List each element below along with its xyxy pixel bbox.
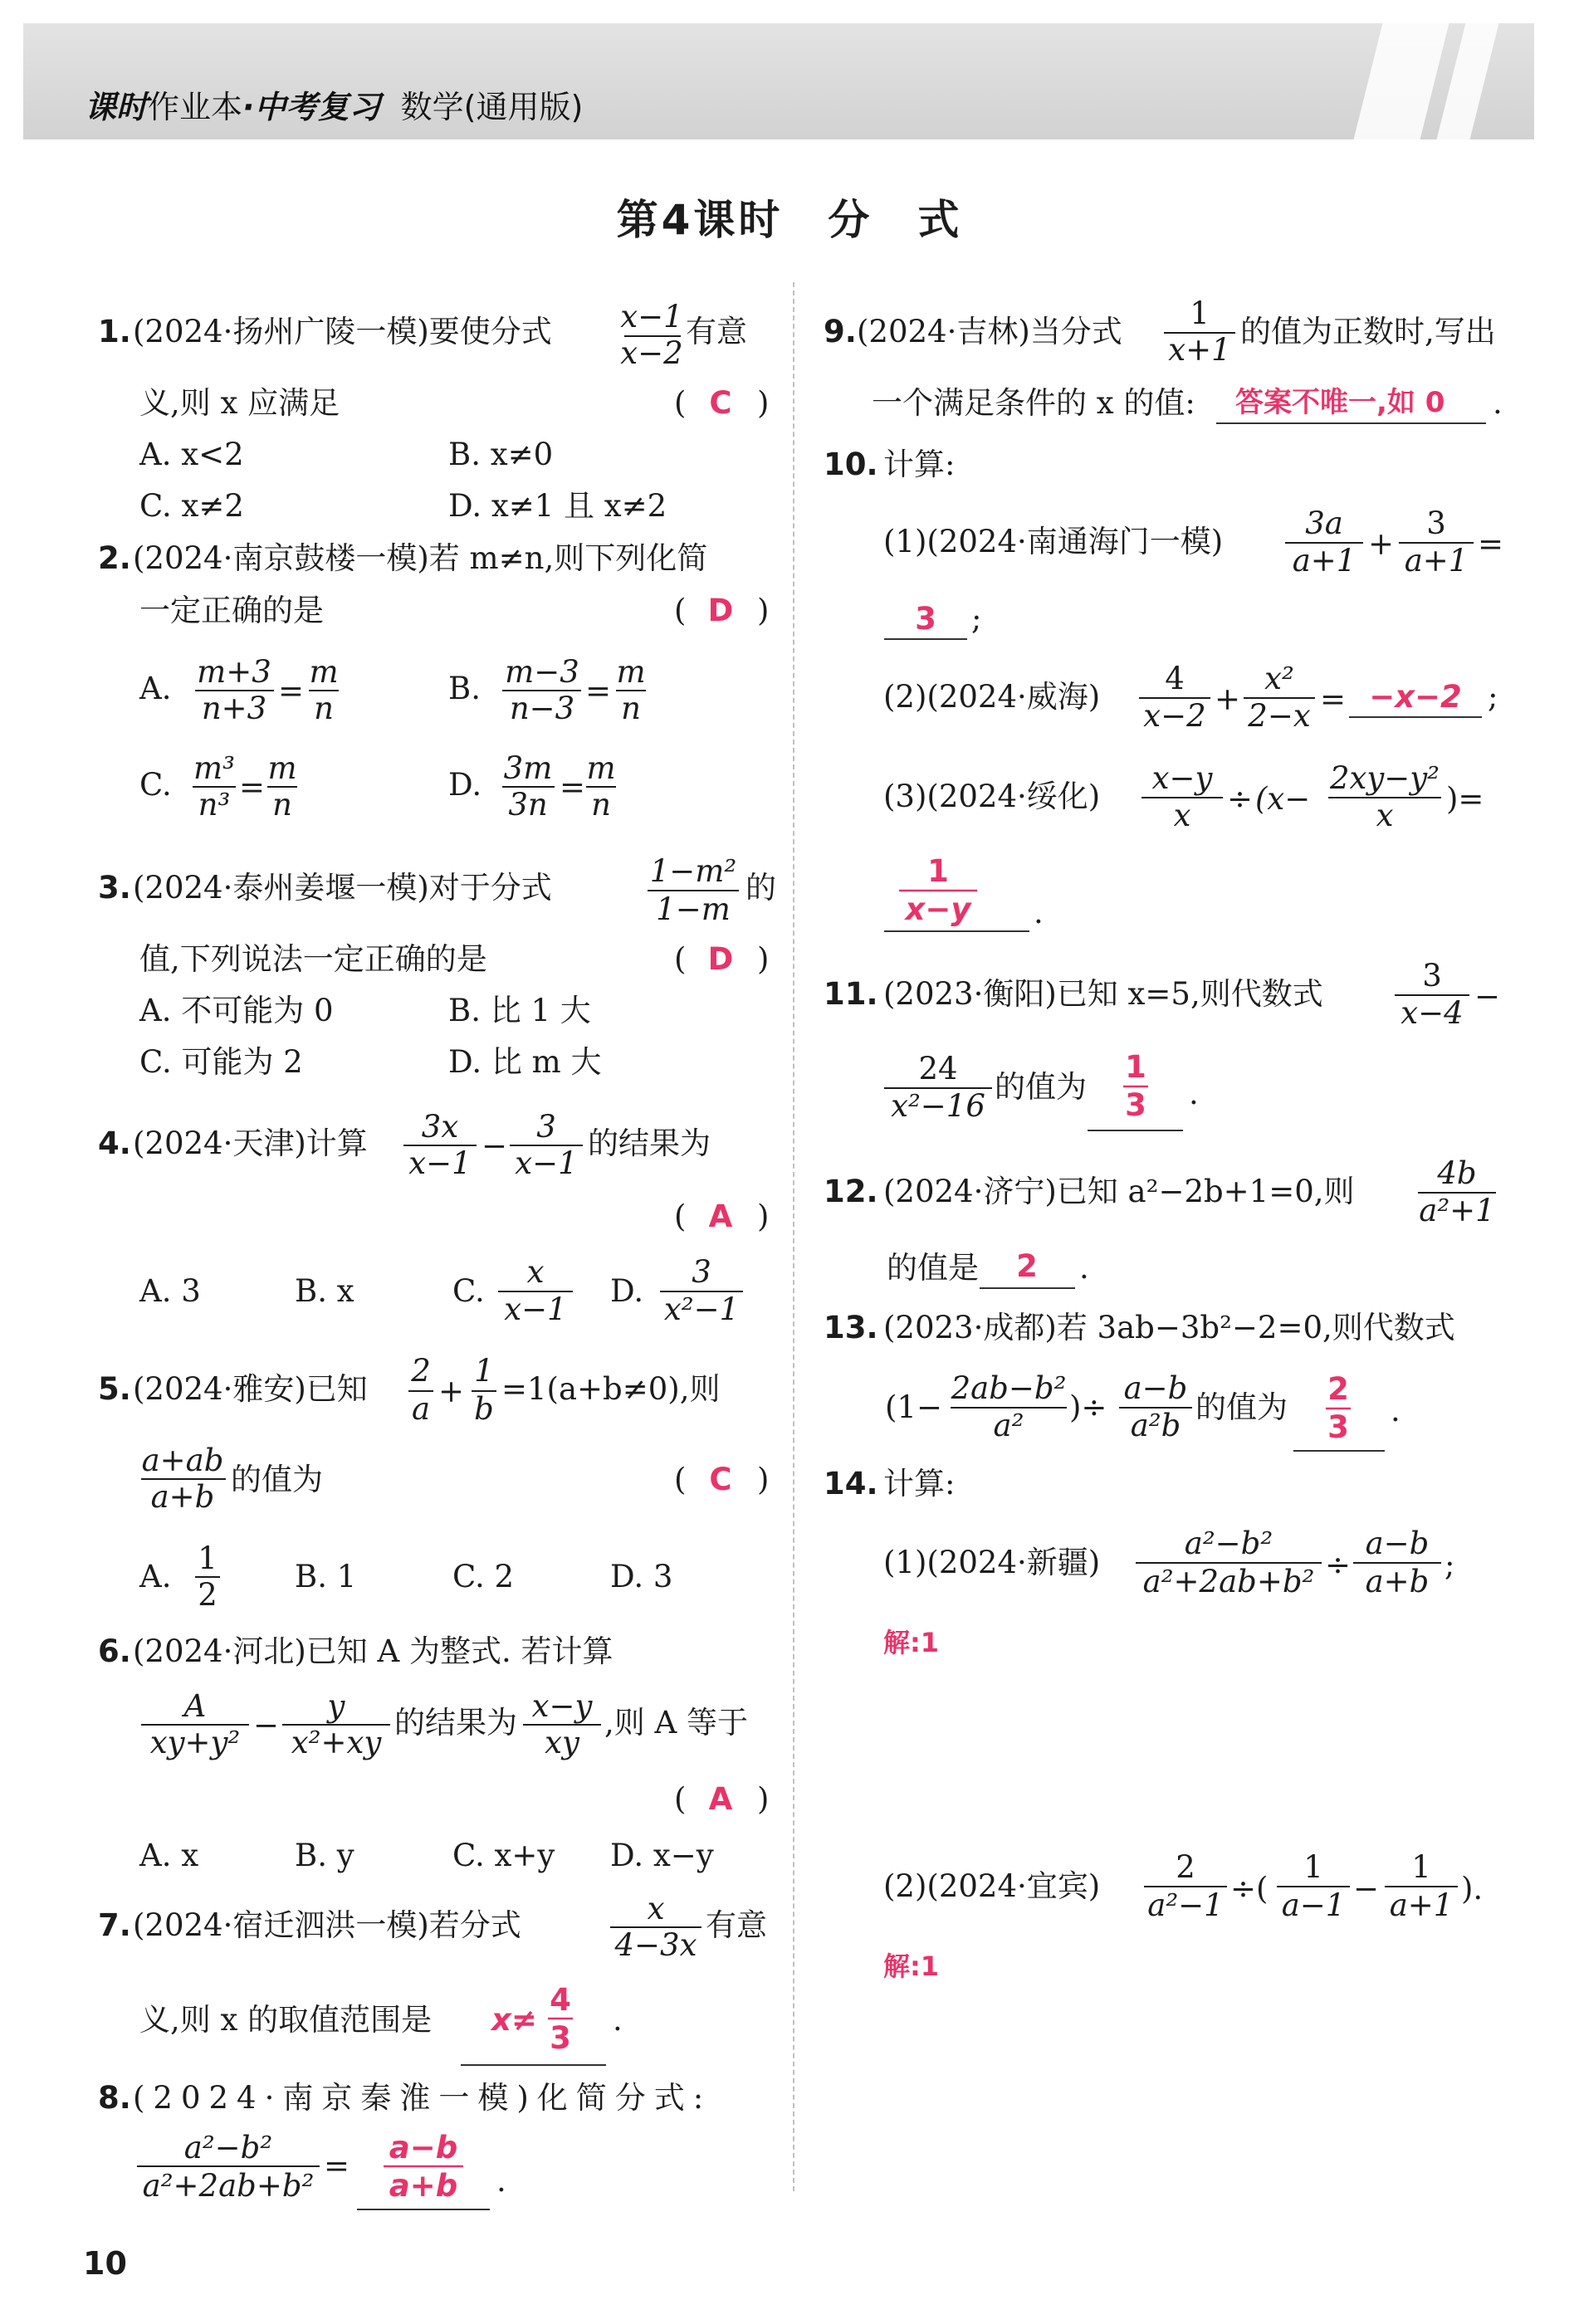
q4-optB: B. x [295,1273,354,1309]
frac-num: 1−m² [649,853,737,889]
q14-text: 计算: [883,1466,956,1501]
q1-optA: A. x<2 [139,437,244,472]
q7-text2: 义,则 x 的取值范围是 [139,2002,433,2038]
q11-number: 11. [824,976,878,1012]
q3-text2: 值,下列说法一定正确的是 [139,941,487,977]
frac-den: x [1376,798,1394,833]
paren-close: ) [757,385,770,421]
equals: = [1320,681,1347,717]
answer-den: a+b [389,2168,458,2204]
period: . [1034,895,1044,930]
frac-num: 3 [692,1254,711,1290]
q9-text: (2024·吉林)当分式 [857,314,1122,349]
q12-text: (2024·济宁)已知 a²−2b+1=0,则 [883,1174,1355,1209]
frac-num: 2 [411,1353,431,1389]
answer-den: 3 [1125,1087,1146,1123]
q4-optA: A. 3 [139,1273,201,1309]
paren-close: ) [757,941,770,977]
q5-answer: C [709,1462,732,1497]
q6-text-end: ,则 A 等于 [604,1705,749,1741]
q5-optA: A. [139,1559,172,1594]
divide-sign: ÷ [1227,781,1254,817]
q5-text2: 的值为 [231,1462,323,1497]
q1-text: (2024·扬州广陵一模)要使分式 [133,314,552,349]
q1-frac-num: x−1 [620,299,683,334]
q8-text: (2024·南京秦淮一模)化简分式: [133,2080,712,2116]
frac-den: n+3 [201,691,267,726]
frac-den: xy [545,1725,579,1760]
paren-close: )÷ [1069,1389,1107,1425]
frac-den: 2−x [1248,698,1311,734]
period: . [1391,1393,1401,1428]
frac-den: a+b [1365,1564,1430,1599]
equals: = [585,673,612,709]
q7-number: 7. [98,1907,131,1943]
frac-den: n [314,691,334,726]
semicolon: ; [1488,679,1498,715]
frac-num: m [309,654,339,690]
answer-num: 2 [1327,1371,1349,1407]
q13-text: (2023·成都)若 3ab−3b²−2=0,则代数式 [883,1310,1455,1345]
frac-den: 1−m [656,891,731,927]
equals: = [278,673,305,709]
paren-open: ( [674,941,687,977]
equals: = [324,2148,350,2184]
q3-answer: D [707,941,734,977]
q3-optA: A. 不可能为 0 [139,993,334,1028]
frac-den: a²b [1130,1408,1181,1443]
frac-den: xy+y² [149,1725,241,1760]
q5-optC: C. 2 [452,1559,515,1594]
answer-num: a−b [389,2130,458,2165]
q10-p1-label: (1)(2024·南通海门一模) [883,524,1224,559]
q12-number: 12. [824,1174,878,1209]
answer-num: 1 [927,853,949,889]
frac-den: a+1 [1404,543,1469,579]
frac-den: a²+1 [1419,1193,1495,1228]
q14-p2-solution: 解:1 [883,1950,940,1982]
q10-p2-label: (2)(2024·威海) [883,679,1101,715]
q3-optD: D. 比 m 大 [448,1044,602,1080]
answer-den: 3 [1327,1409,1349,1445]
equals: = [1478,526,1504,562]
frac-den: x−2 [1143,698,1206,734]
frac-num: 3x [421,1109,459,1145]
q6-optB: B. y [295,1838,354,1873]
paren-open: ( [674,593,687,628]
frac-num: 3m [503,750,553,786]
q3-optB: B. 比 1 大 [448,993,591,1028]
plus-sign: + [1215,681,1241,717]
q11-text: (2023·衡阳)已知 x=5,则代数式 [883,976,1323,1012]
minus-sign: − [1474,979,1501,1014]
frac-num: 4b [1437,1155,1477,1191]
frac-num: a−b [1123,1370,1188,1406]
q4-number: 4. [98,1125,131,1161]
q7-text: (2024·宿迁泗洪一模)若分式 [133,1907,521,1943]
q10-p1-answer: 3 [915,601,936,637]
frac-num: x [526,1254,545,1290]
frac-den: 3n [508,787,548,823]
q1-text2: 义,则 x 应满足 [139,385,340,421]
q11-text2: 的值为 [995,1069,1087,1105]
answer-num: 4 [550,1982,571,2018]
q3-text: (2024·泰州姜堰一模)对于分式 [133,870,552,906]
frac-num: 2xy−y² [1329,760,1440,796]
frac-num: m³ [193,750,235,786]
q5-text: (2024·雅安)已知 [133,1371,368,1407]
frac-num: 2ab−b² [951,1370,1067,1406]
frac-den: n [621,691,641,726]
frac-num: 1 [1411,1849,1431,1885]
paren-close: ). [1461,1871,1484,1907]
answer-den: 3 [550,2020,571,2056]
minus-sign: − [482,1128,508,1164]
q5-text-end: =1(a+b≠0),则 [501,1371,721,1407]
semicolon: ; [971,601,982,637]
frac-den: a+1 [1292,543,1357,579]
period: . [1493,385,1503,421]
q1-text-end: 有意 [686,314,747,349]
divide-sign: ÷ [1325,1547,1352,1583]
q9-answer: 答案不唯一,如 0 [1235,386,1445,419]
plus-sign: + [1368,526,1395,562]
frac-num: m [267,750,297,786]
q14-p1-solution: 解:1 [883,1627,940,1658]
q9-text-end: 的值为正数时,写出 [1240,314,1496,349]
frac-num: x [647,1891,665,1926]
frac-den: a−1 [1281,1887,1346,1923]
period: . [1189,1076,1199,1111]
frac-den: n [272,787,292,823]
frac-den: b [474,1391,494,1427]
q12-answer: 2 [1016,1248,1038,1284]
frac-den: n−3 [509,691,575,726]
frac-den: a²+2ab+b² [1142,1564,1315,1599]
q1-answer: C [709,385,732,421]
q4-text: (2024·天津)计算 [133,1125,368,1161]
q5-optD: D. 3 [610,1559,673,1594]
q7-text-end: 有意 [706,1907,767,1943]
period: . [496,2163,506,2199]
q10-p3-label: (3)(2024·绥化) [883,779,1101,814]
q12-text2: 的值是 [887,1250,979,1286]
frac-den: a²+2ab+b² [142,2168,315,2204]
frac-num: 3a [1305,505,1343,541]
frac-num: 1 [1190,295,1210,331]
frac-num: m−3 [505,654,579,690]
frac-den: x+1 [1168,332,1231,368]
q6-optC: C. x+y [452,1838,555,1873]
frac-num: 4 [1165,661,1185,696]
paren-expr: (x− [1255,781,1311,817]
q3-optC: C. 可能为 2 [139,1044,303,1080]
q6-text: (2024·河北)已知 A 为整式. 若计算 [133,1633,614,1669]
frac-den: x−1 [504,1291,567,1327]
equals: = [560,769,586,805]
q10-number: 10. [824,447,878,482]
frac-num: m [586,750,616,786]
frac-den: x²−16 [891,1088,985,1124]
paren-close: ) [757,1462,770,1497]
frac-num: x−y [531,1688,593,1724]
frac-den: a² [993,1408,1024,1443]
frac-den: a²−1 [1147,1887,1224,1923]
q13-text2: 的值为 [1195,1389,1288,1425]
q6-optA: A. x [139,1838,199,1873]
frac-den: n³ [198,787,231,823]
frac-num: 1 [198,1540,218,1576]
frac-num: 1 [1303,1849,1323,1885]
q3-text-end: 的 [746,870,776,906]
q4-optC: C. [452,1273,485,1309]
q10-text: 计算: [883,447,956,482]
book-title: 课时作业本·中考复习 数学(通用版) [85,89,584,125]
frac-den: x [1173,798,1191,833]
paren-close: ) [757,1781,770,1817]
frac-den: x−1 [408,1145,472,1181]
frac-num: 2 [1176,1849,1195,1885]
q2-optB: B. [448,671,481,706]
frac-den: x²−1 [663,1291,740,1327]
answer-num: 1 [1125,1049,1146,1085]
frac-den: x−4 [1401,995,1464,1031]
q2-text: (2024·南京鼓楼一模)若 m≠n,则下列化简 [133,540,708,576]
minus-sign: − [1353,1871,1380,1907]
frac-den: a+b [150,1479,215,1515]
period: . [1079,1250,1089,1286]
frac-num: 3 [1426,505,1446,541]
frac-num: a²−b² [1184,1526,1273,1561]
q1-number: 1. [98,314,131,349]
frac-den: 2 [198,1577,218,1613]
minus-sign: − [253,1707,280,1743]
paren-open: ( [674,1462,687,1497]
frac-num: a+ab [141,1443,224,1478]
frac-num: 24 [918,1051,958,1086]
frac-den: x−1 [515,1145,578,1181]
q1-optD: D. x≠1 且 x≠2 [448,488,667,524]
frac-den: n [591,787,611,823]
paren-expr: (1− [885,1389,942,1425]
paren-open: ( [674,1781,687,1817]
q14-p2-label: (2)(2024·宜宾) [883,1868,1101,1904]
q6-answer: A [708,1781,733,1817]
frac-den: x²+xy [291,1725,382,1760]
q5-number: 5. [98,1371,131,1407]
q6-optD: D. x−y [610,1838,714,1873]
q4-text-end: 的结果为 [588,1125,711,1161]
q1-frac-den: x−2 [620,335,683,371]
q2-optD: D. [448,767,482,803]
frac-num: x² [1264,661,1294,696]
q13-number: 13. [824,1310,878,1345]
q10-p2-answer: −x−2 [1369,679,1462,715]
frac-num: m+3 [197,654,271,690]
q2-answer: D [707,593,734,628]
frac-num: a−b [1365,1526,1430,1561]
lesson-title: 第4课时 分 式 [616,196,963,244]
paren-close: ) [757,1199,770,1234]
paren-close: )= [1446,781,1484,817]
paren-open: ( [674,385,687,421]
q4-optD: D. [610,1273,644,1309]
q2-text2: 一定正确的是 [139,593,324,628]
q2-number: 2. [98,540,131,576]
frac-num: 1 [474,1353,494,1389]
q1-optC: C. x≠2 [139,488,244,524]
q8-number: 8. [98,2080,131,2116]
q1-optB: B. x≠0 [448,437,554,472]
frac-num: 3 [536,1109,556,1145]
q6-number: 6. [98,1633,131,1669]
q9-number: 9. [824,314,857,349]
q5-optB: B. 1 [295,1559,357,1594]
frac-num: a²−b² [183,2130,273,2165]
frac-den: 4−3x [614,1927,697,1963]
q3-number: 3. [98,870,131,906]
frac-num: A [183,1688,207,1724]
paren-close: ) [757,593,770,628]
q2-optC: C. [139,767,172,803]
period: . [613,2002,623,2038]
divide-sign: ÷( [1230,1871,1269,1907]
q6-mid: 的结果为 [394,1705,517,1741]
answer-den: x−y [905,891,971,927]
frac-den: a [411,1391,431,1427]
frac-num: m [616,654,646,690]
frac-num: x−y [1151,760,1213,796]
q2-optA: A. [139,671,172,706]
frac-num: y [327,1688,345,1724]
page-number: 10 [83,2245,127,2282]
frac-den: a+1 [1389,1887,1454,1923]
q9-text2: 一个满足条件的 x 的值: [872,385,1195,421]
q7-answer: x≠ [491,2002,537,2038]
equals: = [239,769,266,805]
plus-sign: + [438,1374,465,1409]
q4-answer: A [708,1199,733,1234]
q14-p1-label: (1)(2024·新疆) [883,1545,1101,1580]
frac-num: 3 [1422,958,1442,994]
paren-open: ( [674,1199,687,1234]
semicolon: ; [1445,1547,1455,1583]
q14-number: 14. [824,1466,878,1501]
